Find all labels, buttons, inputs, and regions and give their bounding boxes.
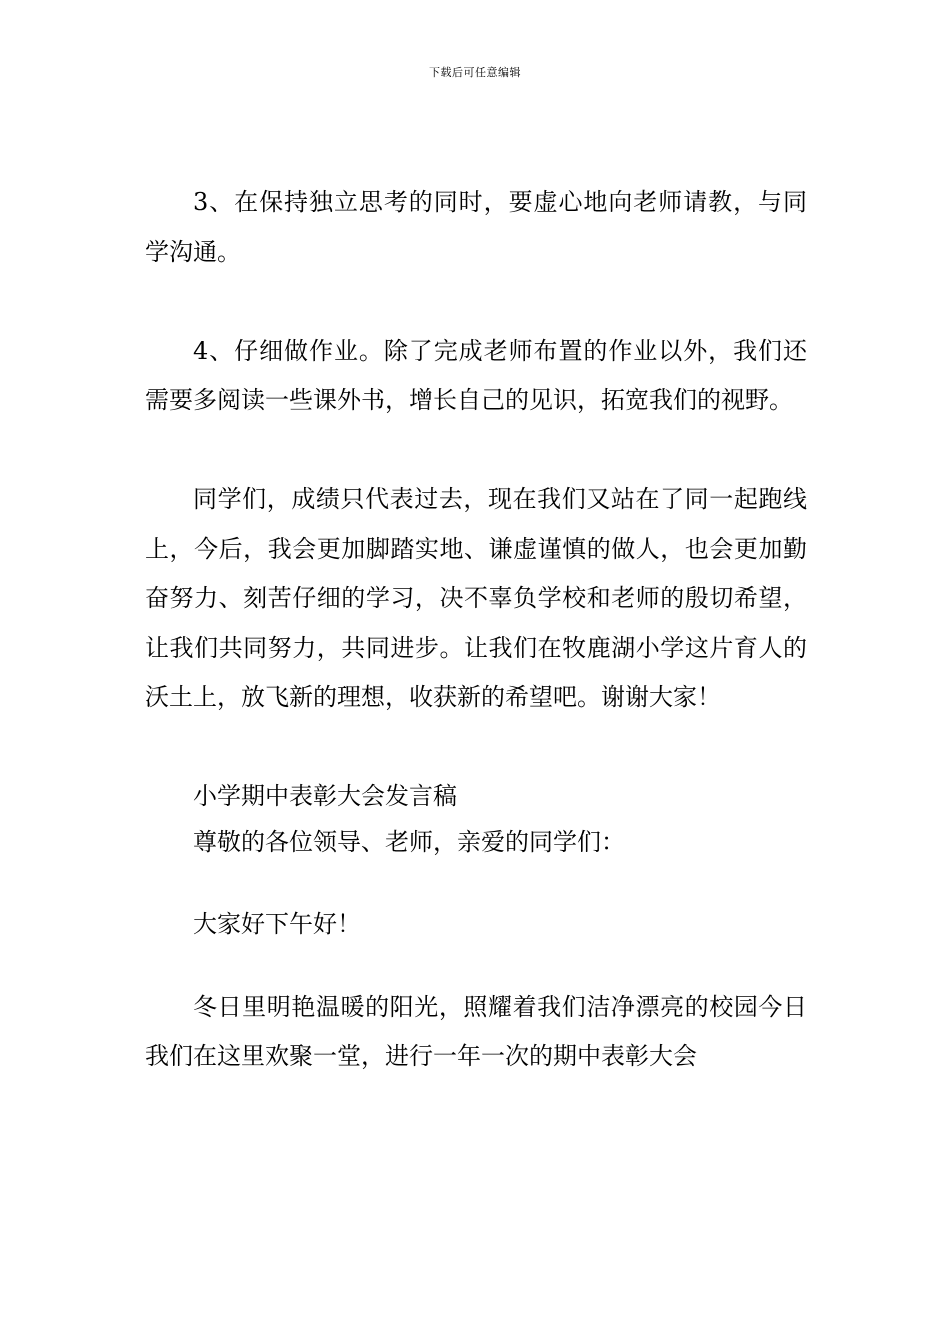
speech-opening-paragraph: 冬日里明艳温暖的阳光，照耀着我们洁净漂亮的校园今日我们在这里欢聚一堂，进行一年一次的期中表彰大会 — [145, 992, 807, 1070]
page-header: 下载后可任意编辑 — [429, 66, 521, 79]
speech-salutation: 尊敬的各位领导、老师，亲爱的同学们： — [193, 827, 625, 856]
paragraph-closing: 同学们，成绩只代表过去，现在我们又站在了同一起跑线上，今后，我会更加脚踏实地、谦虚谨慎的做人，也会更加勤奋努力、刻苦仔细的学习，决不辜负学校和老师的殷切希望，让我们共同努力，共同进步。让我们在牧鹿湖小学这片育人的沃土上，放飞新的理想，收获新的希望吧。谢谢大家！ — [145, 485, 807, 711]
paragraph-item-4: 4、仔细做作业。除了完成老师布置的作业以外，我们还需要多阅读一些课外书，增长自己的见识，拓宽我们的视野。 — [145, 336, 807, 414]
document-body — [145, 178, 807, 1082]
paragraph-item-3: 3、在保持独立思考的同时，要虚心地向老师请教，与同学沟通。 — [145, 188, 807, 266]
speech-greeting: 大家好下午好！ — [193, 910, 361, 938]
speech-title: 小学期中表彰大会发言稿 — [193, 782, 457, 810]
